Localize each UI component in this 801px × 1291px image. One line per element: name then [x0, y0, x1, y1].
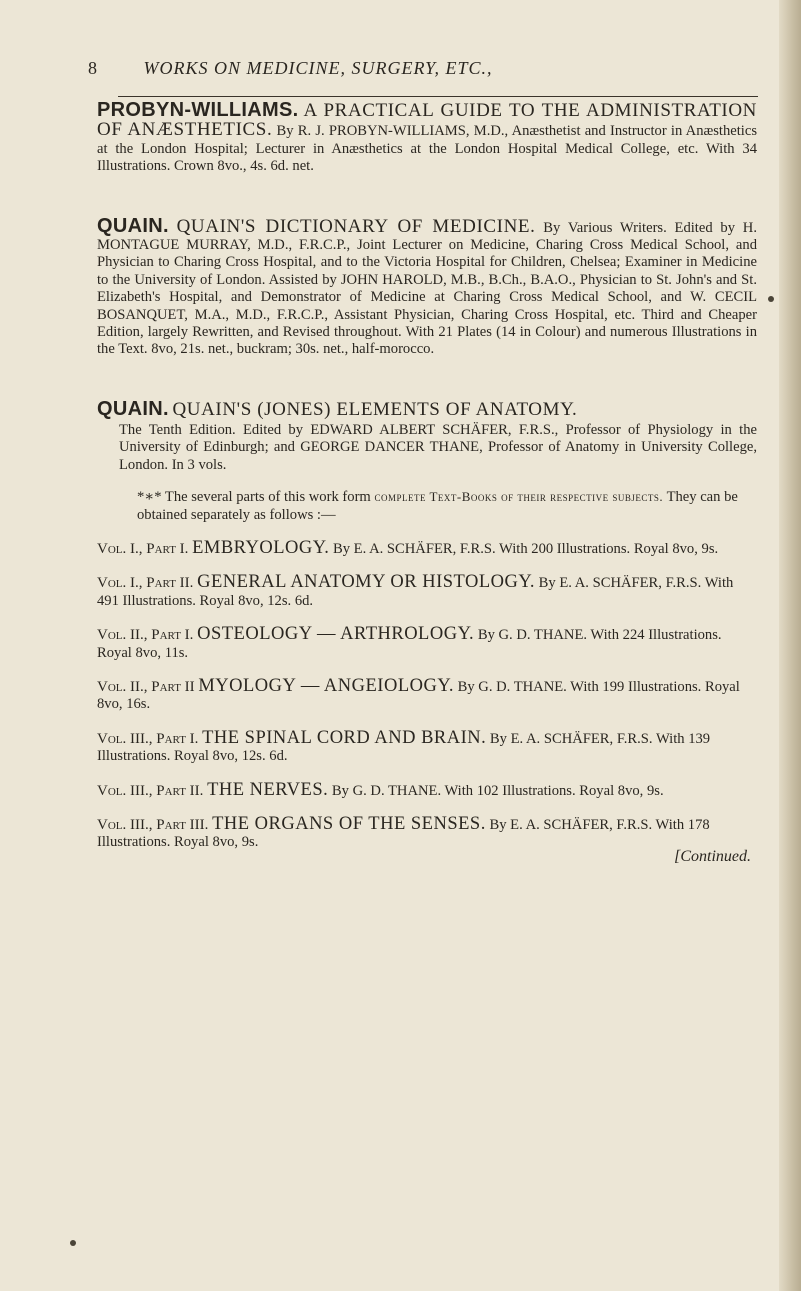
volume-entry [97, 626, 757, 662]
volume-title: THE SPINAL CORD AND BRAIN. [202, 727, 487, 748]
continued-note: [Continued. [674, 847, 751, 865]
volume-heading: Vol. I., Part II. [97, 575, 194, 592]
volume-body: By G. D. THANE. With 199 Illustrations. Royal 8vo, 16s. [97, 678, 740, 713]
entry-title: QUAIN'S DICTIONARY OF MEDICINE. [176, 215, 536, 237]
volume-body: By G. D. THANE. With 224 Illustrations. Royal 8vo, 11s. [97, 627, 722, 661]
note-text: The several parts of this work form [164, 489, 371, 506]
entry-quain-dictionary [97, 214, 757, 359]
running-title: WORKS ON MEDICINE, SURGERY, ETC., [143, 58, 493, 78]
volume-heading: Vol. II., Part I. [97, 627, 194, 644]
note-smallcaps: complete Text-Books of their respective subjects. [374, 489, 664, 505]
volume-title: MYOLOGY — ANGEIOLOGY. [198, 675, 454, 696]
volume-entry [97, 813, 757, 852]
entry-title: QUAIN'S (JONES) ELEMENTS OF ANATOMY. [172, 398, 578, 420]
page-edge [779, 0, 801, 1291]
volume-heading: Vol. III., Part II. [97, 782, 204, 799]
entry-body: By R. J. PROBYN-WILLIAMS, M.D., Anæsthetist and Instructor in Anæsthetics at the London Hospital; Lecturer in Anæsthetics at the London Hospital Medical College, etc. With 34 Illustrations. Crown 8vo., 4s. 6d. net. [97, 123, 758, 175]
volume-body: By E. A. SCHÄFER, F.R.S. With 139 Illustrations. Royal 8vo, 12s. 6d. [97, 730, 711, 765]
volume-heading: Vol. III., Part III. [97, 816, 209, 833]
page-number: 8 [88, 58, 98, 78]
volume-entry [97, 727, 757, 766]
volume-entry [97, 537, 757, 558]
entry-body: The Tenth Edition. Edited by EDWARD ALBERT SCHÄFER, F.R.S., Professor of Physiology in the University of Edinburgh; and GEORGE DANCER THANE, Professor of Anatomy in University College, London. In 3 vols. [119, 421, 757, 473]
asterism: *∗* [137, 489, 162, 506]
entry-quain-anatomy [97, 399, 757, 474]
entry-body: By Various Writers. Edited by H. MONTAGUE MURRAY, M.D., F.R.C.P., Joint Lecturer on Medicine, Charing Cross Medical School, and Physician to Charing Cross Hospital, and to the Victoria Hospital for Children, Chelsea; Examiner in Medicine to the University of London. Assisted by JOHN HAROLD, M.B., B.Ch., B.A.O., Physician to St. John's and St. Elizabeth's Hospital, and Demonstrator of Medicine at Charing Cross Medical School, and W. CECIL BOSANQUET, M.A., M.D., F.R.C.P., Assistant Physician, Charing Cross Hospital, etc. Third and Cheaper Edition, largely Rewritten, and Revised throughout. With 21 Plates (14 in Colour) and numerous Illustrations in the Text. 8vo, 21s. net., buckram; 30s. net., half-morocco. [97, 219, 757, 358]
entry-author: QUAIN. [97, 214, 169, 237]
stray-dot [70, 1240, 76, 1246]
volume-body: By G. D. THANE. With 102 Illustrations. Royal 8vo, 9s. [331, 782, 664, 799]
header-rule [118, 96, 758, 97]
volume-title: OSTEOLOGY — ARTHROLOGY. [197, 624, 475, 645]
entry-title: A PRACTICAL GUIDE TO THE ADMINISTRATION OF ANÆSTHETICS. [97, 100, 757, 141]
volume-heading: Vol. I., Part I. [97, 540, 189, 557]
volume-title: THE NERVES. [207, 779, 329, 800]
volume-title: THE ORGANS OF THE SENSES. [212, 813, 486, 834]
volume-body: By E. A. SCHÄFER, F.R.S. With 491 Illustrations. Royal 8vo, 12s. 6d. [97, 575, 734, 609]
volume-heading: Vol. III., Part I. [97, 730, 199, 747]
stray-dot [768, 296, 774, 302]
volume-title: GENERAL ANATOMY OR HISTOLOGY. [197, 572, 536, 593]
volume-entry [97, 675, 757, 714]
volume-entry [97, 779, 757, 800]
catalogue-entries [97, 99, 758, 866]
volume-body: By E. A. SCHÄFER, F.R.S. With 178 Illustrations. Royal 8vo, 9s. [97, 816, 710, 851]
entry-author: QUAIN. [97, 397, 169, 420]
parts-note [97, 488, 757, 524]
running-header [88, 58, 711, 79]
entry-probyn-williams [97, 99, 758, 176]
volume-title: EMBRYOLOGY. [192, 537, 330, 558]
volume-entry [97, 574, 757, 610]
volume-heading: Vol. II., Part II [97, 678, 195, 695]
note-text-end: They can be obtained separately as follows :— [137, 489, 738, 523]
entry-author: PROBYN-WILLIAMS. [97, 99, 299, 121]
volume-body: By E. A. SCHÄFER, F.R.S. With 200 Illustrations. Royal 8vo, 9s. [332, 540, 719, 557]
